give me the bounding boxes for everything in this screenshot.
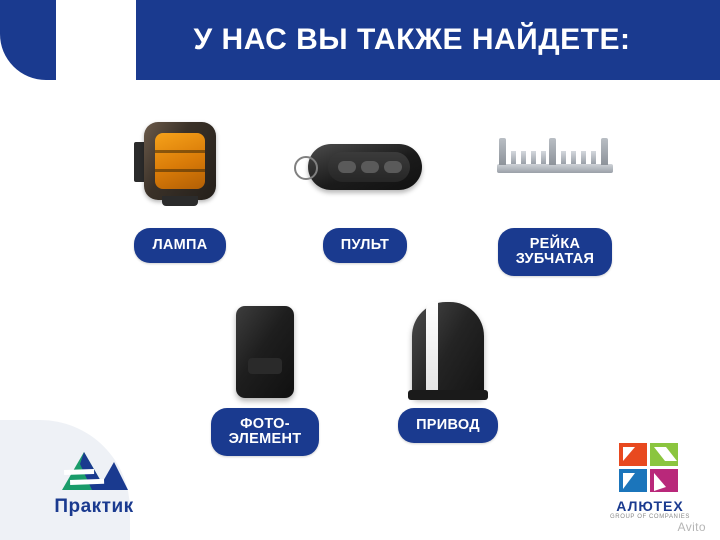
rack-post — [601, 138, 608, 165]
product-cell-photocell — [180, 298, 350, 456]
product-label-lamp: ЛАМПА — [134, 228, 225, 263]
remote-button-1 — [338, 161, 356, 173]
praktik-wordmark: Практик — [54, 496, 134, 517]
remote-button-2 — [361, 161, 379, 173]
signal-lamp-icon — [100, 118, 260, 228]
remote-face — [328, 152, 410, 182]
rack-tooth — [511, 151, 516, 164]
page-title: У НАС ВЫ ТАКЖЕ НАЙДЕТЕ: — [193, 23, 631, 56]
product-label-rack-line1: РЕЙКА — [529, 236, 581, 252]
alutech-squares-icon — [619, 443, 681, 495]
product-cell-remote — [285, 118, 445, 263]
product-cell-drive — [368, 298, 528, 443]
remote-control-icon — [285, 118, 445, 228]
rack-tooth — [571, 151, 576, 164]
praktik-mountain-icon — [58, 446, 130, 492]
photocell-body — [236, 306, 294, 398]
header-curve-mask — [56, 0, 136, 82]
remote-keyring — [294, 156, 318, 180]
lamp-body — [144, 122, 216, 200]
gear-rack-icon — [470, 118, 640, 228]
rack-tooth — [591, 151, 596, 164]
product-label-drive: ПРИВОД — [398, 408, 498, 443]
alutech-logo — [604, 443, 696, 520]
rack-tooth — [521, 151, 526, 164]
rack-tooth — [541, 151, 546, 164]
rack-post — [549, 138, 556, 165]
product-label-photocell — [211, 408, 320, 456]
rack-post — [499, 138, 506, 165]
drive-base — [408, 390, 488, 400]
alutech-wordmark: АЛЮТЕХ — [616, 498, 684, 514]
photocell-icon — [180, 298, 350, 408]
remote-button-3 — [384, 161, 402, 173]
product-label-photocell-line2: ЭЛЕМЕНТ — [228, 431, 302, 447]
drive-stripe — [426, 302, 438, 398]
drive-body — [412, 302, 484, 398]
product-label-rack-line2: ЗУБЧАТАЯ — [515, 251, 595, 267]
rack-tooth — [531, 151, 536, 164]
rack-tooth — [561, 151, 566, 164]
product-label-remote: ПУЛЬТ — [323, 228, 407, 263]
lamp-foot — [162, 196, 198, 206]
watermark: Avito — [677, 520, 706, 534]
alutech-tagline: GROUP OF COMPANIES — [610, 514, 690, 520]
photocell-lens — [248, 358, 282, 374]
product-cell-lamp — [100, 118, 260, 263]
remote-body — [308, 144, 422, 190]
header-notch — [0, 0, 118, 80]
rack-tooth — [581, 151, 586, 164]
praktik-logo — [34, 446, 154, 518]
product-label-rack — [498, 228, 613, 276]
gate-drive-icon — [368, 298, 528, 408]
rack-bar — [497, 164, 613, 173]
lamp-lens — [155, 133, 205, 189]
product-label-photocell-line1: ФОТО- — [240, 416, 290, 432]
product-cell-rack — [470, 118, 640, 276]
